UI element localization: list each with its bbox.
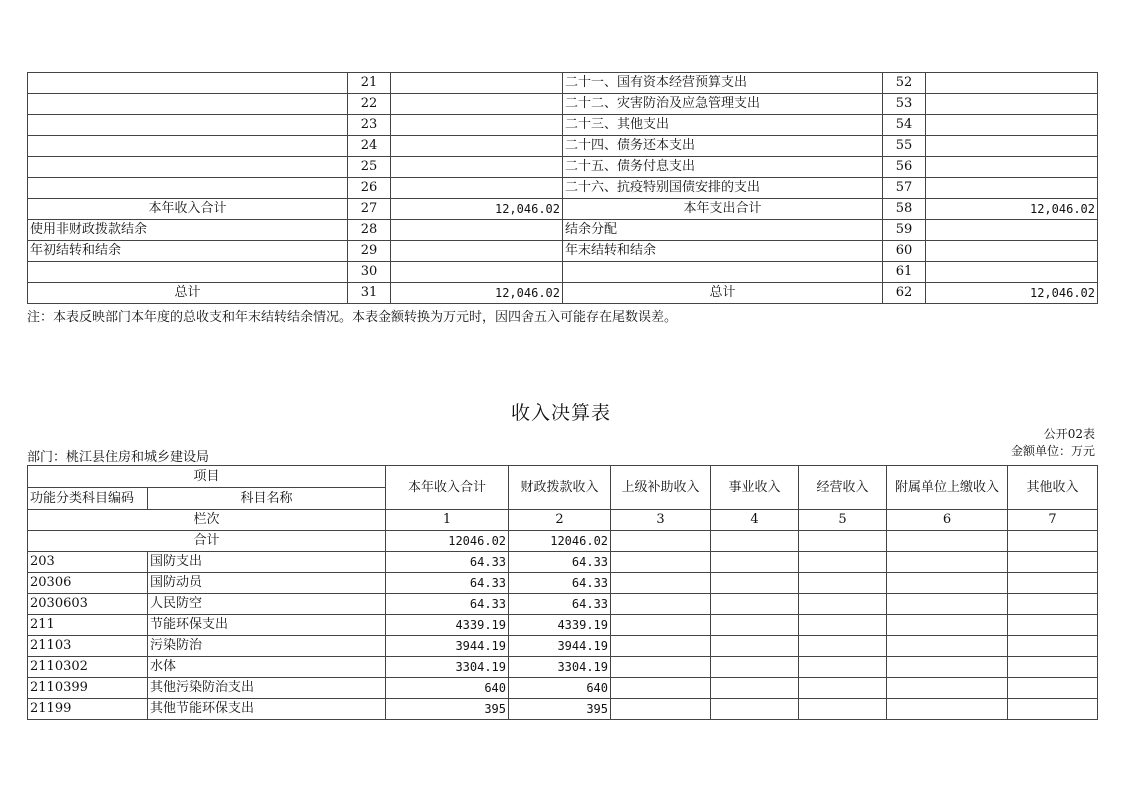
subject-name: 人民防空 xyxy=(148,594,386,615)
header-affiliate: 附属单位上缴收入 xyxy=(887,466,1008,510)
expense-item-label: 总计 xyxy=(563,283,883,304)
empty-cell xyxy=(799,615,887,636)
empty-cell xyxy=(799,573,887,594)
income-item-label xyxy=(28,94,348,115)
empty-cell xyxy=(799,699,887,720)
income-amount xyxy=(391,136,563,157)
subject-name: 国防支出 xyxy=(148,552,386,573)
empty-cell xyxy=(799,594,887,615)
empty-cell xyxy=(611,615,711,636)
table-row xyxy=(28,615,1098,636)
fiscal-income-value: 64.33 xyxy=(509,573,611,594)
summary-row xyxy=(28,73,1098,94)
expense-item-label: 本年支出合计 xyxy=(563,199,883,220)
fiscal-income-value: 64.33 xyxy=(509,594,611,615)
header-operating: 经营收入 xyxy=(799,466,887,510)
table-row xyxy=(28,678,1098,699)
income-table-title: 收入决算表 xyxy=(510,402,611,424)
empty-cell xyxy=(887,699,1008,720)
empty-cell xyxy=(611,573,711,594)
subject-code: 21103 xyxy=(28,636,148,657)
income-final-accounts-table xyxy=(27,465,1098,720)
table-row xyxy=(28,699,1098,720)
total-income-value: 4339.19 xyxy=(386,615,509,636)
income-line-number: 21 xyxy=(348,73,391,94)
header-item: 项目 xyxy=(28,466,386,488)
table-note: 注：本表反映部门本年度的总收支和年末结转结余情况。本表金额转换为万元时，因四舍五入可能存在尾数误差。 xyxy=(27,310,678,325)
total-income-value: 64.33 xyxy=(386,573,509,594)
income-line-number: 23 xyxy=(348,115,391,136)
empty-cell xyxy=(1008,636,1098,657)
income-item-label xyxy=(28,136,348,157)
expense-item-label: 结余分配 xyxy=(563,220,883,241)
expense-line-number: 52 xyxy=(883,73,926,94)
income-line-number: 22 xyxy=(348,94,391,115)
empty-cell xyxy=(711,699,799,720)
empty-cell xyxy=(711,636,799,657)
col-number: 7 xyxy=(1008,510,1098,531)
income-amount xyxy=(391,220,563,241)
empty-cell xyxy=(799,531,887,552)
fiscal-income-value: 3944.19 xyxy=(509,636,611,657)
empty-cell xyxy=(611,594,711,615)
col-number: 3 xyxy=(611,510,711,531)
expense-line-number: 55 xyxy=(883,136,926,157)
summary-row xyxy=(28,262,1098,283)
income-item-label: 年初结转和结余 xyxy=(28,241,348,262)
empty-cell xyxy=(611,699,711,720)
expense-amount xyxy=(926,115,1098,136)
expense-item-label xyxy=(563,262,883,283)
total-income-value: 64.33 xyxy=(386,552,509,573)
subject-name: 污染防治 xyxy=(148,636,386,657)
expense-amount: 12,046.02 xyxy=(926,199,1098,220)
empty-cell xyxy=(611,678,711,699)
header-superior: 上级补助收入 xyxy=(611,466,711,510)
income-item-label: 总计 xyxy=(28,283,348,304)
expense-line-number: 54 xyxy=(883,115,926,136)
col-number: 6 xyxy=(887,510,1008,531)
total-row xyxy=(28,531,1098,552)
empty-cell xyxy=(887,657,1008,678)
expense-item-label: 年末结转和结余 xyxy=(563,241,883,262)
summary-row xyxy=(28,220,1098,241)
subject-name: 水体 xyxy=(148,657,386,678)
fiscal-income-value: 4339.19 xyxy=(509,615,611,636)
summary-row xyxy=(28,199,1098,220)
total-income-value: 640 xyxy=(386,678,509,699)
expense-line-number: 60 xyxy=(883,241,926,262)
expense-line-number: 62 xyxy=(883,283,926,304)
expense-amount xyxy=(926,220,1098,241)
empty-cell xyxy=(887,615,1008,636)
fiscal-income-value: 395 xyxy=(509,699,611,720)
department-label: 部门：桃江县住房和城乡建设局 xyxy=(27,450,210,465)
column-number-row xyxy=(28,510,1098,531)
header-fiscal: 财政拨款收入 xyxy=(509,466,611,510)
income-line-number: 31 xyxy=(348,283,391,304)
income-line-number: 28 xyxy=(348,220,391,241)
summary-row xyxy=(28,157,1098,178)
empty-cell xyxy=(1008,657,1098,678)
table-row xyxy=(28,594,1098,615)
total-income-value: 12046.02 xyxy=(386,531,509,552)
expense-line-number: 53 xyxy=(883,94,926,115)
empty-cell xyxy=(799,636,887,657)
summary-row xyxy=(28,283,1098,304)
col-number: 5 xyxy=(799,510,887,531)
empty-cell xyxy=(1008,615,1098,636)
income-amount: 12,046.02 xyxy=(391,283,563,304)
income-item-label xyxy=(28,157,348,178)
header-other: 其他收入 xyxy=(1008,466,1098,510)
col-number: 4 xyxy=(711,510,799,531)
empty-cell xyxy=(1008,594,1098,615)
income-amount xyxy=(391,73,563,94)
empty-cell xyxy=(1008,678,1098,699)
expense-line-number: 57 xyxy=(883,178,926,199)
column-number-label: 栏次 xyxy=(28,510,386,531)
income-item-label xyxy=(28,178,348,199)
subject-code: 211 xyxy=(28,615,148,636)
summary-table-body xyxy=(28,73,1098,304)
empty-cell xyxy=(1008,573,1098,594)
subject-code: 203 xyxy=(28,552,148,573)
empty-cell xyxy=(1008,699,1098,720)
subject-name: 其他污染防治支出 xyxy=(148,678,386,699)
empty-cell xyxy=(611,657,711,678)
subject-code: 20306 xyxy=(28,573,148,594)
header-total-income: 本年收入合计 xyxy=(386,466,509,510)
expense-amount xyxy=(926,178,1098,199)
empty-cell xyxy=(1008,531,1098,552)
expense-line-number: 56 xyxy=(883,157,926,178)
summary-row xyxy=(28,136,1098,157)
fiscal-income-value: 640 xyxy=(509,678,611,699)
summary-row xyxy=(28,115,1098,136)
empty-cell xyxy=(887,573,1008,594)
total-income-value: 3304.19 xyxy=(386,657,509,678)
total-label: 合计 xyxy=(28,531,386,552)
amount-unit: 金额单位：万元 xyxy=(1010,444,1095,458)
empty-cell xyxy=(711,531,799,552)
header-row-1 xyxy=(28,466,1098,488)
summary-row xyxy=(28,241,1098,262)
empty-cell xyxy=(887,531,1008,552)
total-income-value: 395 xyxy=(386,699,509,720)
expense-amount xyxy=(926,157,1098,178)
table-row xyxy=(28,636,1098,657)
subject-code: 2030603 xyxy=(28,594,148,615)
subject-name: 节能环保支出 xyxy=(148,615,386,636)
total-fiscal-value: 12046.02 xyxy=(509,531,611,552)
subject-code: 21199 xyxy=(28,699,148,720)
table-number: 公开02表 xyxy=(1043,427,1095,441)
table-row xyxy=(28,657,1098,678)
expense-amount xyxy=(926,262,1098,283)
income-line-number: 30 xyxy=(348,262,391,283)
fiscal-income-value: 3304.19 xyxy=(509,657,611,678)
income-amount xyxy=(391,241,563,262)
empty-cell xyxy=(711,573,799,594)
expense-item-label: 二十六、抗疫特别国债安排的支出 xyxy=(563,178,883,199)
total-income-value: 3944.19 xyxy=(386,636,509,657)
income-line-number: 26 xyxy=(348,178,391,199)
expense-line-number: 58 xyxy=(883,199,926,220)
expense-item-label: 二十一、国有资本经营预算支出 xyxy=(563,73,883,94)
income-item-label xyxy=(28,73,348,94)
subject-code: 2110399 xyxy=(28,678,148,699)
expense-line-number: 59 xyxy=(883,220,926,241)
empty-cell xyxy=(799,657,887,678)
summary-row xyxy=(28,94,1098,115)
income-amount xyxy=(391,178,563,199)
expense-line-number: 61 xyxy=(883,262,926,283)
income-item-label xyxy=(28,262,348,283)
expense-amount xyxy=(926,73,1098,94)
empty-cell xyxy=(1008,552,1098,573)
expense-amount xyxy=(926,241,1098,262)
empty-cell xyxy=(887,636,1008,657)
income-amount xyxy=(391,262,563,283)
expense-amount xyxy=(926,94,1098,115)
expense-item-label: 二十五、债务付息支出 xyxy=(563,157,883,178)
income-line-number: 24 xyxy=(348,136,391,157)
empty-cell xyxy=(711,657,799,678)
income-table-body xyxy=(28,552,1098,720)
total-income-value: 64.33 xyxy=(386,594,509,615)
fiscal-income-value: 64.33 xyxy=(509,552,611,573)
subject-code: 2110302 xyxy=(28,657,148,678)
empty-cell xyxy=(711,594,799,615)
expense-amount xyxy=(926,136,1098,157)
subject-name: 国防动员 xyxy=(148,573,386,594)
col-number: 1 xyxy=(386,510,509,531)
income-item-label: 使用非财政拨款结余 xyxy=(28,220,348,241)
empty-cell xyxy=(799,678,887,699)
header-business: 事业收入 xyxy=(711,466,799,510)
income-line-number: 27 xyxy=(348,199,391,220)
income-amount xyxy=(391,157,563,178)
empty-cell xyxy=(711,552,799,573)
empty-cell xyxy=(887,678,1008,699)
expense-item-label: 二十二、灾害防治及应急管理支出 xyxy=(563,94,883,115)
income-expense-summary-table xyxy=(27,72,1098,304)
income-amount xyxy=(391,115,563,136)
empty-cell xyxy=(711,615,799,636)
table-row xyxy=(28,552,1098,573)
expense-amount: 12,046.02 xyxy=(926,283,1098,304)
empty-cell xyxy=(887,552,1008,573)
income-item-label: 本年收入合计 xyxy=(28,199,348,220)
income-line-number: 25 xyxy=(348,157,391,178)
table-row xyxy=(28,573,1098,594)
income-line-number: 29 xyxy=(348,241,391,262)
expense-item-label: 二十三、其他支出 xyxy=(563,115,883,136)
empty-cell xyxy=(611,636,711,657)
empty-cell xyxy=(711,678,799,699)
empty-cell xyxy=(799,552,887,573)
empty-cell xyxy=(611,552,711,573)
income-amount xyxy=(391,94,563,115)
subject-name: 其他节能环保支出 xyxy=(148,699,386,720)
expense-item-label: 二十四、债务还本支出 xyxy=(563,136,883,157)
header-code: 功能分类科目编码 xyxy=(28,488,148,510)
col-number: 2 xyxy=(509,510,611,531)
income-item-label xyxy=(28,115,348,136)
empty-cell xyxy=(611,531,711,552)
header-name: 科目名称 xyxy=(148,488,386,510)
income-amount: 12,046.02 xyxy=(391,199,563,220)
summary-row xyxy=(28,178,1098,199)
empty-cell xyxy=(887,594,1008,615)
